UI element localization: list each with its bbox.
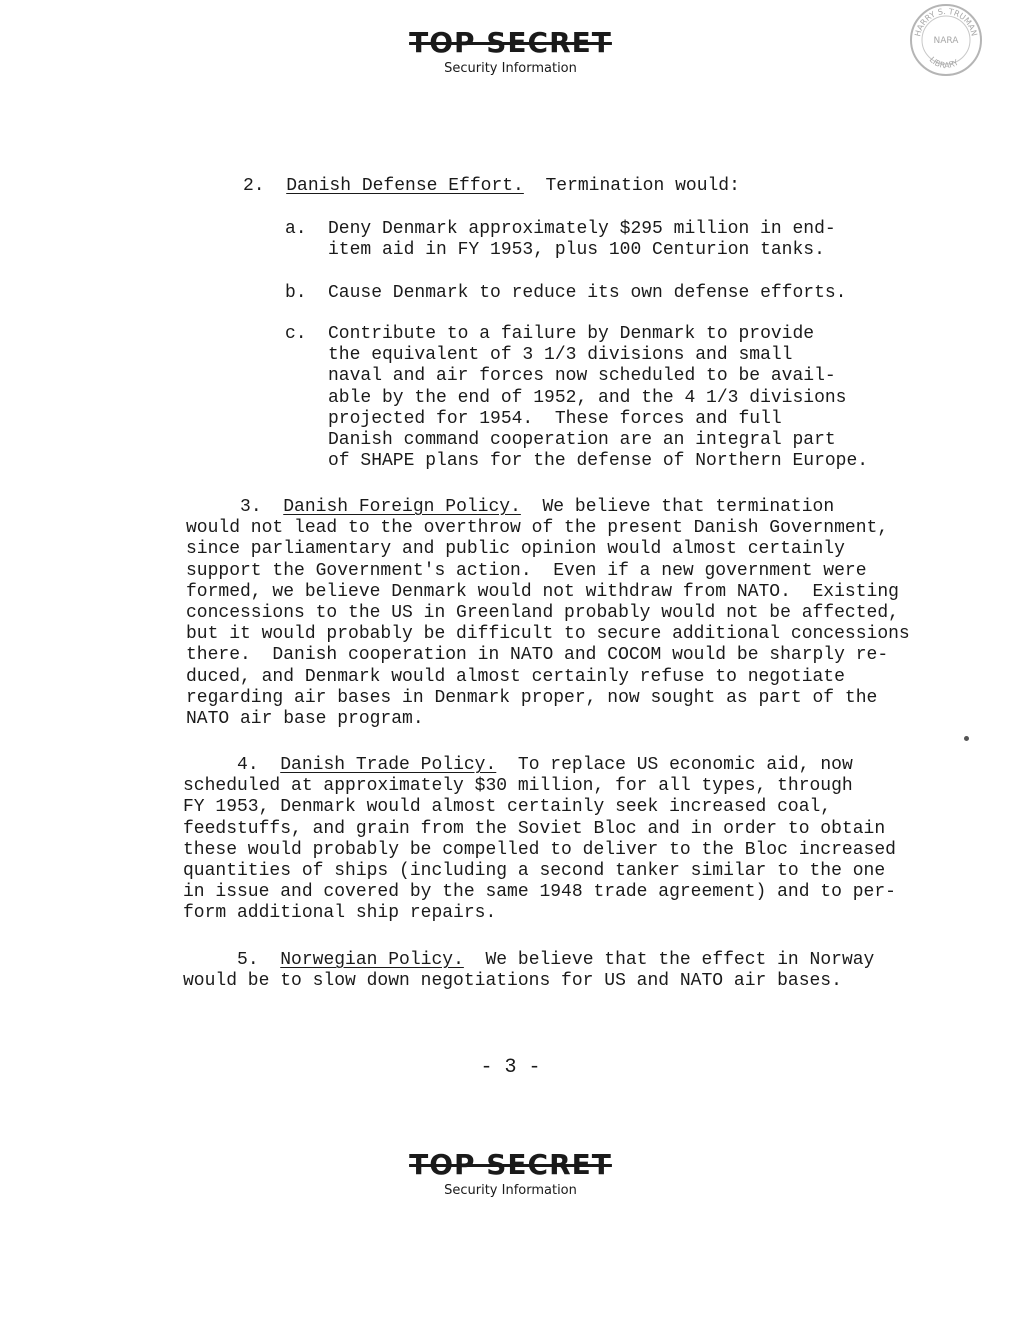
text-line: quantities of ships (including a second tanker similar to the one: [183, 861, 886, 882]
section-title: Norwegian Policy.: [280, 950, 464, 970]
section-number: 5.: [237, 950, 259, 970]
text-line: Danish command cooperation are an integral part: [328, 430, 836, 451]
text-line: of SHAPE plans for the defense of Northern Europe.: [328, 451, 869, 472]
text-line: form additional ship repairs.: [183, 903, 497, 924]
section-number: 3.: [240, 497, 262, 517]
section-5-paragraph: [183, 950, 874, 992]
text-line: support the Government's action. Even if a new government were: [186, 560, 867, 581]
text-line: concessions to the US in Greenland probably would not be affected,: [186, 603, 899, 624]
seal-name: HARRY S. TRUMAN: [913, 6, 979, 38]
seal-library: LIBRARY: [927, 55, 960, 71]
text-line: since parliamentary and public opinion would almost certainly: [186, 539, 845, 560]
text-line: in issue and covered by the same 1948 trade agreement) and to per-: [183, 882, 896, 903]
text-line: projected for 1954. These forces and full: [328, 408, 782, 429]
section-4-paragraph: [183, 755, 896, 925]
classification-footer: [0, 1148, 1021, 1198]
item-b: [328, 283, 846, 304]
section-2-heading: [243, 176, 740, 197]
text-line: To replace US economic aid, now: [517, 755, 853, 775]
text-line: naval and air forces now scheduled to be avail-: [328, 366, 836, 387]
text-line: Cause Denmark to reduce its own defense efforts.: [328, 283, 847, 303]
text-line: but it would probably be difficult to secure additional concessions: [186, 624, 910, 645]
item-a: [328, 219, 836, 261]
text-line: these would probably be compelled to deliver to the Bloc increased: [183, 839, 896, 860]
item-letter: b.: [285, 283, 307, 303]
section-title: Danish Defense Effort.: [286, 176, 524, 196]
text-line: would be to slow down negotiations for US and NATO air bases.: [183, 971, 842, 992]
text-line: duced, and Denmark would almost certainly refuse to negotiate: [186, 666, 845, 687]
text-line: able by the end of 1952, and the 4 1/3 divisions: [328, 387, 847, 408]
text-line: Contribute to a failure by Denmark to provide: [328, 324, 815, 344]
text-line: FY 1953, Denmark would almost certainly seek increased coal,: [183, 797, 832, 818]
classification-stamp: TOP SECRET: [409, 26, 612, 59]
section-title: Danish Foreign Policy.: [283, 497, 521, 517]
page-number: - 3 -: [480, 1056, 541, 1079]
text-line: We believe that termination: [542, 497, 835, 517]
text-line: Deny Denmark approximately $295 million in end-: [328, 219, 836, 239]
classification-stamp: TOP SECRET: [409, 1148, 612, 1181]
text-line: the equivalent of 3 1/3 divisions and small: [328, 345, 793, 366]
section-title: Danish Trade Policy.: [280, 755, 497, 775]
section-lead: Termination would:: [545, 176, 740, 196]
text-line: formed, we believe Denmark would not withdraw from NATO. Existing: [186, 581, 899, 602]
classification-header: [0, 26, 1021, 76]
section-3-paragraph: [186, 497, 910, 730]
text-line: item aid in FY 1953, plus 100 Centurion tanks.: [328, 240, 825, 261]
security-caveat: Security Information: [444, 61, 577, 76]
ink-dot: [964, 736, 969, 741]
text-line: feedstuffs, and grain from the Soviet Bloc and in order to obtain: [183, 818, 886, 839]
text-line: NATO air base program.: [186, 709, 424, 730]
section-number: 2.: [243, 176, 265, 196]
svg-text:LIBRARY: [928, 55, 960, 70]
section-number: 4.: [237, 755, 259, 775]
library-seal-icon: [908, 2, 984, 78]
seal-nara: NARA: [933, 36, 959, 46]
text-line: We believe that the effect in Norway: [485, 950, 875, 970]
item-letter: a.: [285, 219, 307, 239]
text-line: scheduled at approximately $30 million, for all types, through: [183, 776, 853, 797]
item-letter: c.: [285, 324, 307, 344]
text-line: there. Danish cooperation in NATO and COCOM would be sharply re-: [186, 645, 889, 666]
text-line: regarding air bases in Denmark proper, now sought as part of the: [186, 687, 878, 708]
text-line: would not lead to the overthrow of the present Danish Government,: [186, 518, 889, 539]
security-caveat: Security Information: [444, 1183, 577, 1198]
item-c: [328, 324, 868, 472]
